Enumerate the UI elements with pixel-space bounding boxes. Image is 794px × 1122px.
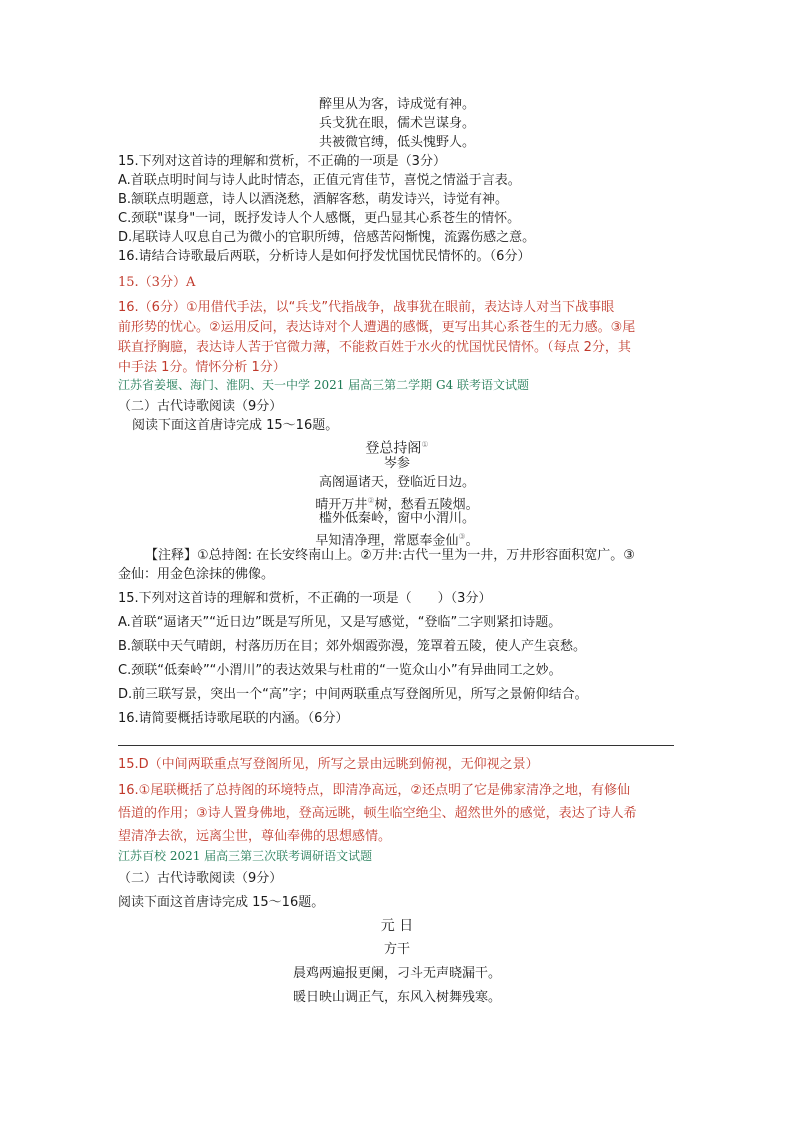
poem-title: 登总持阁① [365, 440, 429, 457]
answer-16-line-2: 悟道的作用；③诗人置身佛地，登高远眺，顿生临空绝尘、超然世外的感觉，表达了诗人希 [118, 806, 637, 821]
answer-16-line-1: 16.（6分）①用借代手法，以“兵戈”代指战争，战事犹在眼前，表达诗人对当下战事眼 [118, 300, 615, 315]
poem-line-1: 高阁逼诸天，登临近日边。 [318, 475, 475, 490]
annotation-line-1: 【注释】①总持阁: 在长安终南山上。②万井:古代一里为一井，万井形容面积宽广。③ [145, 548, 635, 563]
section-heading: （二）古代诗歌阅读（9分） [118, 871, 283, 886]
answer-16-line-3: 联直抒胸臆，表达诗人苦于官微力薄，不能救百姓于水火的忧国忧民情怀。（每点 2分，其 [118, 340, 631, 355]
question-15: 15.下列对这首诗的理解和赏析，不正确的一项是（ ）（3分） [118, 591, 492, 606]
answer-16-line-2: 前形势的忧心。②运用反问，表达诗对个人遭遇的感慨，更写出其心系苍生的无力感。③尾 [118, 320, 636, 335]
note-marker: ② [367, 496, 375, 505]
option-a: A.首联点明时间与诗人此时情态，正值元宵佳节，喜悦之情溢于言表。 [118, 173, 521, 188]
poem-line-4: 早知清净理，常愿奉金仙③。 [315, 532, 479, 549]
annotation-line-2: 金仙：用金色涂抹的佛像。 [118, 567, 275, 582]
answer-15: 15.（3分）A [118, 275, 196, 290]
question-16: 16.请结合诗歌最后两联，分析诗人是如何抒发忧国忧民情怀的。（6分） [118, 249, 531, 264]
poem1-line-3: 共被微官缚，低头愧野人。 [318, 135, 475, 150]
poem-line-2: 暖日映山调正气，东风入树舞残寒。 [292, 990, 501, 1005]
poem1-line-1: 醉里从为客，诗成觉有神。 [318, 97, 475, 112]
option-d: D.尾联诗人叹息自己为微小的官职所缚，倍感苦闷惭愧，流露伤感之意。 [118, 230, 536, 245]
option-a: A.首联“逼诸天”“近日边”既是写所见，又是写感觉，“登临”二字则紧扣诗题。 [118, 615, 562, 630]
note-marker: ① [421, 440, 429, 449]
answer-15: 15.D（中间两联重点写登阁所见，所写之景由远眺到俯视，无仰视之景） [118, 757, 539, 772]
option-c: C.颈联“低秦岭”“小渭川”的表达效果与杜甫的“一览众山小”有异曲同工之妙。 [118, 663, 562, 678]
poem-line-3: 槛外低秦岭，窗中小渭川。 [318, 511, 475, 526]
poem1-line-2: 兵戈犹在眼，儒术岂谋身。 [318, 116, 475, 131]
poem-author: 方干 [383, 942, 410, 957]
source-heading-3: 江苏百校 2021 届高三第三次联考调研语文试题 [118, 849, 373, 863]
option-b: B.颔联点明题意，诗人以酒浇愁，酒解客愁，萌发诗兴，诗觉有神。 [118, 192, 509, 207]
source-heading-2: 江苏省姜堰、海门、淮阴、天一中学 2021 届高三第二学期 G4 联考语文试题 [118, 378, 530, 392]
answer-16-line-3: 望清净去欲，远离尘世，尊仙奉佛的思想感情。 [118, 829, 392, 844]
section-intro: 阅读下面这首唐诗完成 15～16题。 [118, 895, 325, 910]
section-heading: （二）古代诗歌阅读（9分） [118, 399, 283, 414]
question-15: 15.下列对这首诗的理解和赏析，不正确的一项是（3分） [118, 154, 446, 169]
question-16: 16.请简要概括诗歌尾联的内涵。（6分） [118, 711, 349, 726]
option-d: D.前三联写景，突出一个“高”字；中间两联重点写登阁所见，所写之景俯仰结合。 [118, 687, 588, 702]
option-b: B.颔联中天气晴朗，村落历历在目；郊外烟霞弥漫，笼罩着五陵，使人产生哀愁。 [118, 639, 587, 654]
divider [118, 745, 674, 746]
poem-line-1: 晨鸡两遍报更阑，刁斗无声晓漏干。 [292, 966, 501, 981]
section-intro: 阅读下面这首唐诗完成 15～16题。 [132, 418, 339, 433]
option-c: C.颈联"谋身"一词，既抒发诗人个人感慨，更凸显其心系苍生的情怀。 [118, 211, 521, 226]
poem-line-2: 晴开万井②树，愁看五陵烟。 [315, 496, 479, 513]
answer-16-line-1: 16.①尾联概括了总持阁的环境特点，即清净高远，②还点明了它是佛家清净之地，有修仙 [118, 783, 630, 798]
poem-title: 元 日 [380, 918, 414, 934]
answer-16-line-4: 中手法 1分。情怀分析 1分） [118, 360, 286, 375]
note-marker: ③ [458, 532, 466, 541]
poem-author: 岑参 [383, 456, 410, 471]
